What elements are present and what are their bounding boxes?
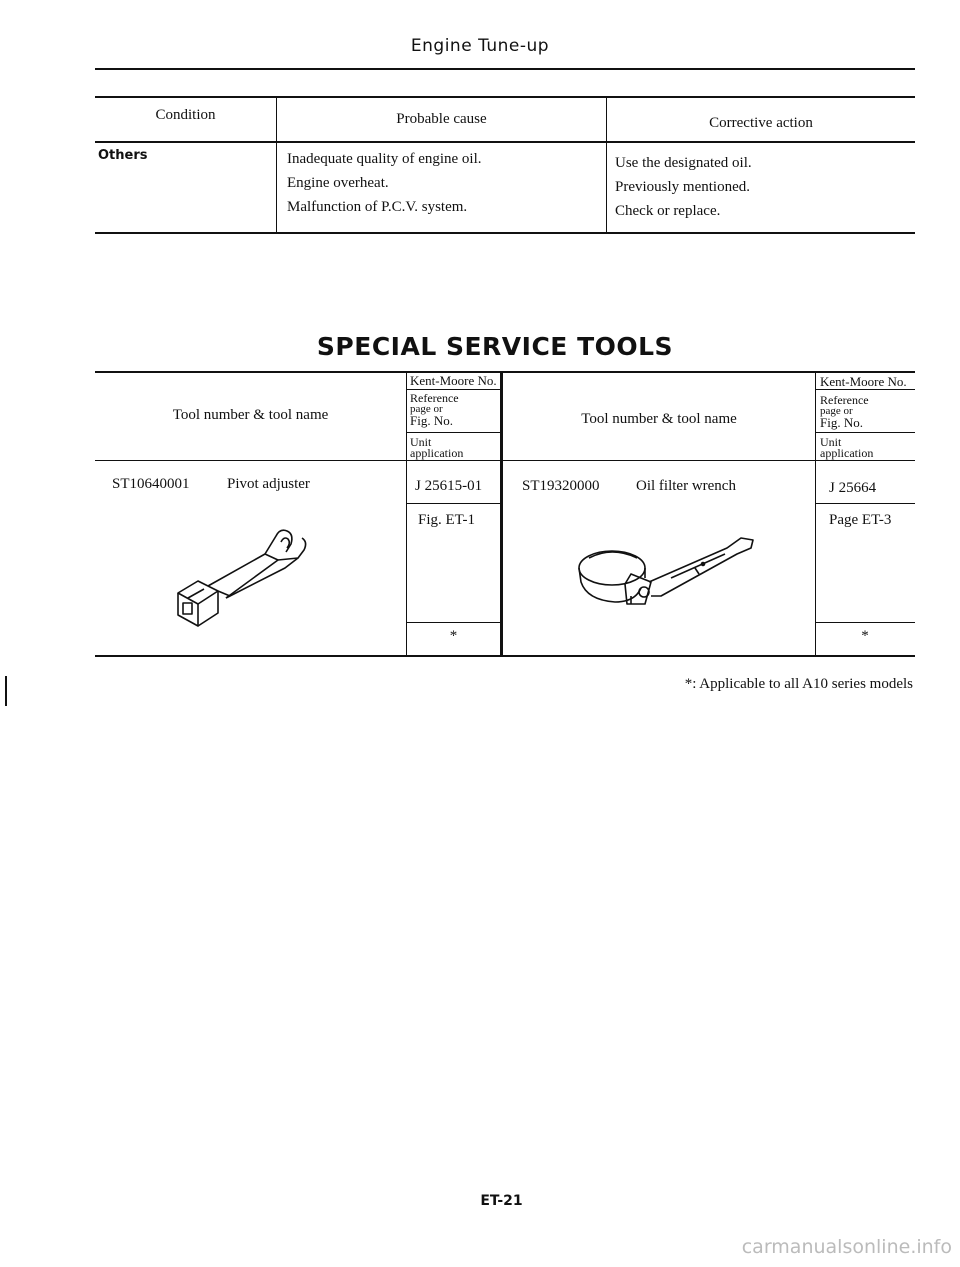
col-header-corrective-action: Corrective action <box>709 115 813 131</box>
condition-cell: Others <box>98 148 148 163</box>
oil-filter-wrench-icon <box>575 530 765 615</box>
unit-1: * <box>449 628 458 644</box>
section-title: SPECIAL SERVICE TOOLS <box>316 332 674 361</box>
kent-moore-2: J 25664 <box>829 480 877 496</box>
margin-mark <box>5 676 7 706</box>
cause-3: Malfunction of P.C.V. system. <box>287 199 468 215</box>
reference-2: Page ET-3 <box>829 512 892 528</box>
header-rule <box>95 68 915 70</box>
tool-col-header-left: Tool number & tool name <box>172 407 329 423</box>
action-1: Use the designated oil. <box>615 155 752 171</box>
action-3: Check or replace. <box>615 203 721 219</box>
tool-name-2: Oil filter wrench <box>636 478 736 494</box>
reference-1: Fig. ET-1 <box>418 512 475 528</box>
unit-header-right: Unit application <box>820 435 874 460</box>
tool-name-1: Pivot adjuster <box>227 476 310 492</box>
unit-header-left: Unit application <box>410 435 464 460</box>
col-header-probable-cause: Probable cause <box>396 111 487 127</box>
kent-moore-header-left: Kent-Moore No. <box>410 373 497 388</box>
reference-header-right: Reference page or Fig. No. <box>820 393 869 430</box>
pivot-adjuster-icon <box>170 520 320 630</box>
tool-number-2: ST19320000 <box>522 478 600 494</box>
page-number: ET-21 <box>480 1193 523 1209</box>
tool-number-1: ST10640001 <box>112 476 190 492</box>
footnote: *: Applicable to all A10 series models <box>684 676 913 692</box>
page-header: Engine Tune-up <box>410 36 550 56</box>
kent-moore-header-right: Kent-Moore No. <box>820 374 907 389</box>
kent-moore-1: J 25615-01 <box>415 478 483 494</box>
cause-2: Engine overheat. <box>287 175 389 191</box>
tool-col-header-right: Tool number & tool name <box>581 411 737 427</box>
cause-1: Inadequate quality of engine oil. <box>287 151 482 167</box>
unit-2: * <box>861 628 869 644</box>
col-header-condition: Condition <box>155 107 216 123</box>
action-2: Previously mentioned. <box>615 179 750 195</box>
watermark: carmanualsonline.info <box>741 1236 952 1258</box>
reference-header-left: Reference page or Fig. No. <box>410 391 459 428</box>
